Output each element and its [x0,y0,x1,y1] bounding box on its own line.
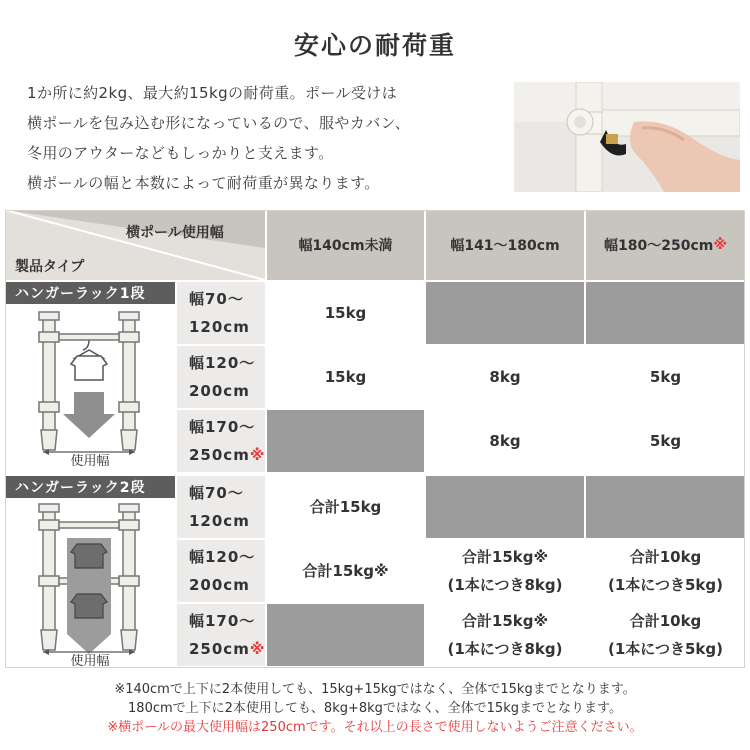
column-header-label: 幅140cm未満 [298,238,393,254]
size-text: 120cm [189,512,250,530]
column-header-label: 幅141〜180cm [450,238,560,254]
table-cell-unavailable [586,282,745,344]
size-text: 幅120〜 [189,354,256,372]
note-mark: ※ [533,612,549,630]
pole-holder-illustration [514,82,740,192]
capacity-value: 8kg [489,432,521,450]
table-cell-unavailable [426,282,584,344]
column-axis-label: 横ポール使用幅 [126,225,224,241]
rack-illustration [5,498,175,670]
table-cell [267,346,424,408]
capacity-value: 合計15kg [461,612,534,630]
table-cell-unavailable [267,604,424,666]
table-cell [586,540,745,602]
table-cell [586,604,745,666]
table-cell-unavailable [267,410,424,472]
product-type-header [5,282,175,304]
product-type-header [5,476,175,498]
size-text: 幅170〜 [189,418,256,436]
capacity-value: 合計15kg [309,498,382,516]
footnote: 180cmで上下に2本使用しても、8kg+8kgではなく、全体で15kgまでとなります。 [128,701,622,716]
capacity-value: 15kg [324,304,367,322]
capacity-value: 合計15kg [302,562,374,580]
column-header [267,210,424,280]
size-cell [177,476,265,538]
size-text: 120cm [189,318,250,336]
capacity-value: 8kg [489,368,521,386]
capacity-value: 15kg [324,368,367,386]
footnote-warning: ※横ポールの最大使用幅は250cmです。それ以上の長さで使用しないようご注意ください。 [107,720,643,735]
column-header [426,210,584,280]
capacity-per-pole: (1本につき5kg) [608,640,723,658]
table-cell [426,604,584,666]
size-text: 250cm [189,640,250,658]
capacity-value: 合計10kg [629,548,702,566]
size-cell [177,346,265,408]
note-mark: ※ [374,562,389,580]
table-cell [586,346,745,408]
rack-illustration [5,304,175,470]
size-text: 幅170〜 [189,612,256,630]
capacity-value: 5kg [649,432,682,450]
size-cell [177,540,265,602]
table-cell [586,410,745,472]
capacity-value: 合計10kg [629,612,702,630]
capacity-per-pole: (1本につき5kg) [608,576,723,594]
intro-line: 冬用のアウターなどもしっかりと支えます。 [27,144,334,162]
capacity-per-pole: (1本につき8kg) [447,640,563,658]
page-title: 安心の耐荷重 [293,31,456,60]
table-cell [267,282,424,344]
size-text: 幅70〜 [189,290,244,308]
intro-line: 1か所に約2kg、最大約15kgの耐荷重。ポール受けは [27,84,398,102]
size-text: 幅120〜 [189,548,256,566]
intro-line: 横ポールを包み込む形になっているので、服やカバン、 [27,114,411,132]
capacity-value: 合計15kg [461,548,534,566]
table-cell [267,540,424,602]
size-cell [177,604,265,666]
row-axis-label: 製品タイプ [15,259,85,275]
footnotes [0,680,750,737]
size-text: 200cm [189,576,250,594]
size-text: 250cm [189,446,250,464]
capacity-per-pole: (1本につき8kg) [447,576,563,594]
width-label: 使用幅 [70,654,110,669]
product-type-label: ハンガーラック2段 [15,480,146,496]
double-rack-diagram [5,498,175,670]
product-photo [514,82,740,192]
note-mark: ※ [713,237,727,253]
intro-line: 横ポールの幅と本数によって耐荷重が異なります。 [27,174,380,192]
note-mark: ※ [249,446,266,464]
single-rack-diagram [5,304,175,470]
capacity-value: 5kg [649,368,682,386]
intro-text [27,78,507,198]
table-cell [426,410,584,472]
table-cell-unavailable [426,476,584,538]
table-cell [426,540,584,602]
table-cell [426,346,584,408]
note-mark: ※ [533,548,549,566]
product-type-label: ハンガーラック1段 [15,286,146,302]
size-cell [177,410,265,472]
column-header [586,210,745,280]
size-text: 200cm [189,382,250,400]
column-header-label: 幅180〜250cm [604,238,714,254]
table-cell [267,476,424,538]
width-label: 使用幅 [70,454,110,469]
size-text: 幅70〜 [189,484,244,502]
table-cell-unavailable [586,476,745,538]
footnote: ※140cmで上下に2本使用しても、15kg+15kgではなく、全体で15kgまでとなります。 [114,682,636,697]
note-mark: ※ [249,640,266,658]
size-cell [177,282,265,344]
load-capacity-table [5,210,745,670]
